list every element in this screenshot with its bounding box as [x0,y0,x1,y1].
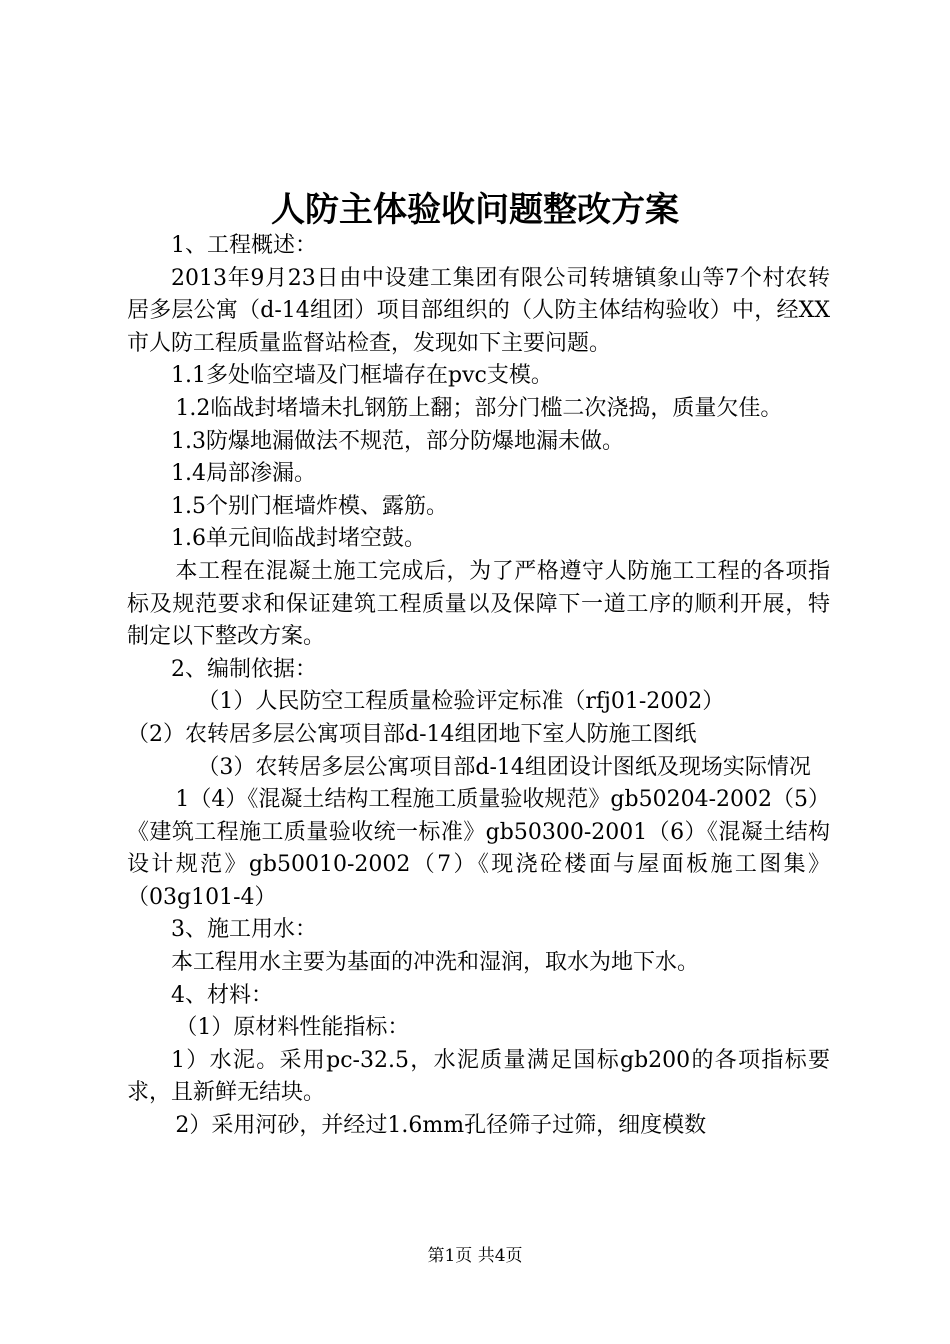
list-item-basis: （3）农转居多层公寓项目部d-14组团设计图纸及现场实际情况 [197,754,811,780]
list-item-issue: 1.2临战封堵墙未扎钢筋上翻；部分门槛二次浇捣，质量欠佳。 [175,395,783,421]
list-item-issue: 1.6单元间临战封堵空鼓。 [171,526,426,552]
list-item-issue: 1.5个别门框墙炸模、露筋。 [171,493,448,519]
list-item-material: 2）采用河砂，并经过1.6mm孔径筛子过筛，细度模数 [175,1113,707,1139]
paragraph-overview: 2013年9月23日由中设建工集团有限公司转塘镇象山等7个村农转居多层公寓（d-14组团）项目部组织的（人防主体结构验收）中，经XX市人防工程质量监督站检查，发现如下主要问题。 [127,265,830,356]
document-title: 人防主体验收问题整改方案 [271,190,679,230]
list-item-issue: 1.1多处临空墙及门框墙存在pvc支模。 [171,363,553,389]
page-footer [0,1244,950,1268]
page-number: 第1页 共4页 [427,1246,523,1266]
list-item-issue: 1.3防爆地漏做法不规范，部分防爆地漏未做。 [171,428,624,454]
list-item-issue: 1.4局部渗漏。 [171,461,316,487]
document-body [127,230,830,1143]
paragraph-rectification-intro: 本工程在混凝土施工完成后，为了严格遵守人防施工工程的各项指标及规范要求和保证建筑工程质量以及保障下一道工序的顺利开展，特制定以下整改方案。 [127,558,830,650]
list-item-material: 1）水泥。采用pc-32.5，水泥质量满足国标gb200的各项指标要求，且新鲜无结块。 [127,1047,830,1106]
list-item-basis: （2）农转居多层公寓项目部d-14组团地下室人防施工图纸 [127,721,697,747]
section-heading-basis: 2、编制依据： [171,656,317,682]
section-heading-materials: 4、材料： [171,982,273,1008]
list-item-basis: 1（4）《混凝土结构工程施工质量验收规范》gb50204-2002（5）《建筑工程施工质量验收统一标准》gb50300-2001（6）《混凝土结构设计规范》gb50010-2002（7）《现浇砼楼面与屋面板施工图集》（03g101-4） [127,787,830,910]
subsection-heading-material-specs: （1）原材料性能指标： [175,1015,410,1041]
paragraph-water: 本工程用水主要为基面的冲洗和湿润，取水为地下水。 [171,950,700,976]
section-heading-water: 3、施工用水： [171,917,317,943]
list-item-basis: （1）人民防空工程质量检验评定标准（rfj01-2002） [197,689,725,715]
section-heading-overview: 1、工程概述： [171,233,317,258]
